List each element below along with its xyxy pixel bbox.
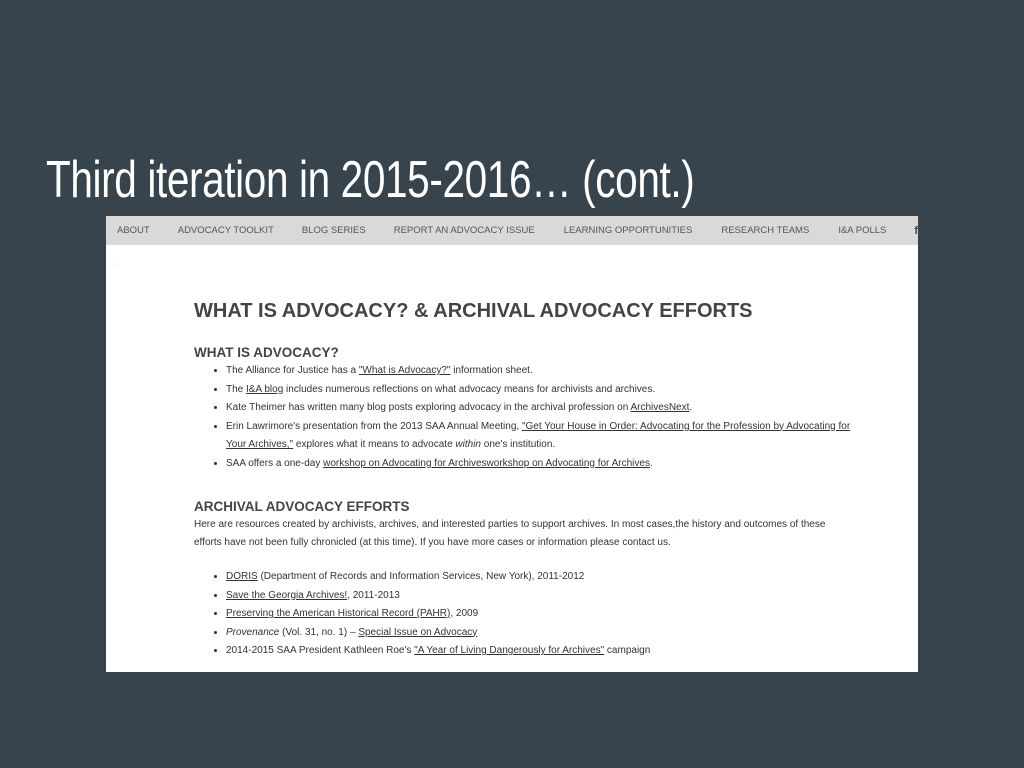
link-pahr[interactable]: Preserving the American Historical Record (PAHR) bbox=[226, 608, 451, 619]
nav-item-research-teams[interactable]: RESEARCH TEAMS bbox=[721, 225, 810, 236]
link-doris[interactable]: DORIS bbox=[226, 571, 258, 582]
link-what-is-advocacy[interactable]: "What is Advocacy?" bbox=[358, 365, 451, 376]
nav-item-advocacy-toolkit[interactable]: ADVOCACY TOOLKIT bbox=[177, 225, 274, 236]
link-archivesnext[interactable]: ArchivesNext bbox=[630, 402, 690, 413]
list-item: • Kate Theimer has written many blog posts exploring advocacy in the archival profession on ArchivesNext. bbox=[226, 399, 854, 418]
section-heading-archival-efforts: ARCHIVAL ADVOCACY EFFORTS bbox=[194, 499, 410, 514]
link-workshop-advocating[interactable]: workshop on Advocating for Archivesworkshop on Advocating for Archives bbox=[323, 457, 650, 469]
nav-item-ia-polls[interactable]: I&A POLLS bbox=[838, 225, 887, 236]
list-item: • DORIS (Department of Records and Information Services, New York), 2011-2012 bbox=[226, 568, 854, 587]
website-screenshot bbox=[106, 216, 918, 672]
nav-item-about[interactable]: ABOUT bbox=[117, 225, 150, 236]
link-get-your-house-in-order[interactable]: "Get Your House in Order: Advocating for the Profession by Advocating for Your Archives," bbox=[226, 420, 851, 450]
list-item: • The I&A blog includes numerous reflections on what advocacy means for archivists and archives. bbox=[226, 381, 854, 400]
efforts-intro-paragraph: Here are resources created by archivists, archives, and interested parties to support archives. In most cases,the history and outcomes of these efforts have not been fully chronicled (at this time). If you have more cases or information please contact us. bbox=[194, 519, 826, 548]
link-save-georgia-archives[interactable]: Save the Georgia Archives! bbox=[226, 589, 348, 601]
page-heading: WHAT IS ADVOCACY? & ARCHIVAL ADVOCACY EFFORTS bbox=[194, 300, 753, 322]
list-item: • Save the Georgia Archives!, 2011-2013 bbox=[226, 587, 854, 606]
section-heading-what-is-advocacy: WHAT IS ADVOCACY? bbox=[194, 345, 339, 360]
efforts-list bbox=[194, 568, 854, 661]
nav-item-learning-opportunities[interactable]: LEARNING OPPORTUNITIES bbox=[563, 225, 693, 236]
list-item: • Preserving the American Historical Record (PAHR), 2009 bbox=[226, 605, 854, 624]
nav-item-blog-series[interactable]: BLOG SERIES bbox=[301, 225, 366, 236]
list-item: • 2014-2015 SAA President Kathleen Roe's "A Year of Living Dangerously for Archives" campaign bbox=[226, 642, 854, 661]
page-content bbox=[194, 300, 854, 661]
list-item: • Erin Lawrimore's presentation from the 2013 SAA Annual Meeting, "Get Your House in Order: Advocating for the Profession by Advocating for Your Archives," explores what it means to advocate within one's institution. bbox=[226, 418, 854, 455]
link-special-issue-advocacy[interactable]: Special Issue on Advocacy bbox=[358, 626, 478, 638]
facebook-icon[interactable]: f bbox=[914, 224, 918, 237]
list-item: • The Alliance for Justice has a "What is Advocacy?" information sheet. bbox=[226, 362, 854, 381]
link-ia-blog[interactable]: I&A blog bbox=[246, 383, 284, 395]
link-year-of-living-dangerously[interactable]: "A Year of Living Dangerously for Archives" bbox=[414, 645, 605, 656]
slide-title: Third iteration in 2015-2016… (cont.) bbox=[46, 151, 695, 209]
nav-bar bbox=[106, 216, 918, 245]
faded-icon: ⌂ bbox=[114, 259, 120, 269]
nav-item-report-issue[interactable]: REPORT AN ADVOCACY ISSUE bbox=[393, 225, 535, 236]
list-item: • Provenance (Vol. 31, no. 1) – Special Issue on Advocacy bbox=[226, 624, 854, 643]
advocacy-list bbox=[194, 362, 854, 473]
list-item: • SAA offers a one-day workshop on Advocating for Archivesworkshop on Advocating for Archives. bbox=[226, 455, 854, 474]
